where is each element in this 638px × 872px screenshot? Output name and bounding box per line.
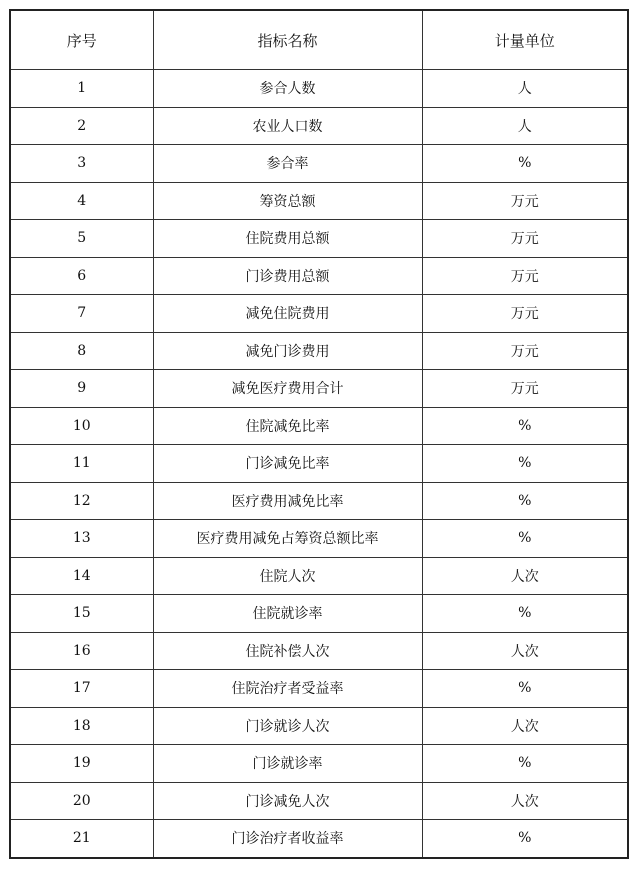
cell-serial-number: 12 <box>10 482 153 520</box>
table-row <box>10 182 628 220</box>
cell-indicator-name: 住院人次 <box>153 557 422 595</box>
cell-indicator-name: 农业人口数 <box>153 107 422 145</box>
cell-unit: 万元 <box>422 220 628 258</box>
cell-unit: 万元 <box>422 257 628 295</box>
cell-indicator-name: 门诊费用总额 <box>153 257 422 295</box>
cell-unit: 万元 <box>422 370 628 408</box>
header-indicator-name: 指标名称 <box>153 10 422 70</box>
cell-serial-number: 15 <box>10 595 153 633</box>
indicator-table-container <box>9 9 629 859</box>
cell-unit: % <box>422 445 628 483</box>
cell-indicator-name: 住院治疗者受益率 <box>153 670 422 708</box>
table-row <box>10 445 628 483</box>
cell-indicator-name: 医疗费用减免占筹资总额比率 <box>153 520 422 558</box>
table-row <box>10 107 628 145</box>
cell-serial-number: 14 <box>10 557 153 595</box>
table-row <box>10 295 628 333</box>
table-row <box>10 332 628 370</box>
cell-serial-number: 13 <box>10 520 153 558</box>
cell-unit: 万元 <box>422 295 628 333</box>
table-row <box>10 407 628 445</box>
cell-unit: 人次 <box>422 782 628 820</box>
table-row <box>10 70 628 108</box>
cell-unit: % <box>422 145 628 183</box>
cell-indicator-name: 住院减免比率 <box>153 407 422 445</box>
cell-serial-number: 21 <box>10 820 153 858</box>
cell-unit: 人 <box>422 70 628 108</box>
cell-serial-number: 11 <box>10 445 153 483</box>
cell-indicator-name: 门诊就诊率 <box>153 745 422 783</box>
table-row <box>10 632 628 670</box>
cell-serial-number: 16 <box>10 632 153 670</box>
table-row <box>10 557 628 595</box>
cell-unit: % <box>422 595 628 633</box>
cell-indicator-name: 减免医疗费用合计 <box>153 370 422 408</box>
cell-unit: % <box>422 407 628 445</box>
indicator-table <box>9 9 629 859</box>
cell-unit: 人次 <box>422 632 628 670</box>
table-row <box>10 670 628 708</box>
cell-serial-number: 20 <box>10 782 153 820</box>
header-serial-number: 序号 <box>10 10 153 70</box>
table-row <box>10 370 628 408</box>
cell-serial-number: 5 <box>10 220 153 258</box>
table-row <box>10 782 628 820</box>
cell-unit: % <box>422 820 628 858</box>
cell-serial-number: 18 <box>10 707 153 745</box>
table-row <box>10 595 628 633</box>
cell-indicator-name: 门诊减免比率 <box>153 445 422 483</box>
cell-indicator-name: 住院费用总额 <box>153 220 422 258</box>
cell-indicator-name: 门诊就诊人次 <box>153 707 422 745</box>
cell-indicator-name: 医疗费用减免比率 <box>153 482 422 520</box>
cell-indicator-name: 参合人数 <box>153 70 422 108</box>
cell-indicator-name: 筹资总额 <box>153 182 422 220</box>
cell-unit: 人 <box>422 107 628 145</box>
cell-unit: % <box>422 482 628 520</box>
cell-unit: % <box>422 520 628 558</box>
cell-serial-number: 8 <box>10 332 153 370</box>
cell-unit: 万元 <box>422 332 628 370</box>
table-row <box>10 145 628 183</box>
cell-serial-number: 3 <box>10 145 153 183</box>
cell-unit: 人次 <box>422 707 628 745</box>
cell-serial-number: 10 <box>10 407 153 445</box>
cell-indicator-name: 门诊治疗者收益率 <box>153 820 422 858</box>
cell-serial-number: 17 <box>10 670 153 708</box>
table-row <box>10 257 628 295</box>
cell-unit: % <box>422 670 628 708</box>
cell-serial-number: 19 <box>10 745 153 783</box>
cell-indicator-name: 住院补偿人次 <box>153 632 422 670</box>
cell-indicator-name: 参合率 <box>153 145 422 183</box>
cell-unit: 人次 <box>422 557 628 595</box>
cell-indicator-name: 门诊减免人次 <box>153 782 422 820</box>
cell-serial-number: 4 <box>10 182 153 220</box>
cell-serial-number: 2 <box>10 107 153 145</box>
table-row <box>10 220 628 258</box>
cell-serial-number: 7 <box>10 295 153 333</box>
table-row <box>10 745 628 783</box>
cell-unit: % <box>422 745 628 783</box>
cell-serial-number: 9 <box>10 370 153 408</box>
cell-indicator-name: 住院就诊率 <box>153 595 422 633</box>
table-row <box>10 820 628 858</box>
cell-serial-number: 6 <box>10 257 153 295</box>
cell-indicator-name: 减免门诊费用 <box>153 332 422 370</box>
table-row <box>10 520 628 558</box>
cell-unit: 万元 <box>422 182 628 220</box>
header-unit: 计量单位 <box>422 10 628 70</box>
cell-indicator-name: 减免住院费用 <box>153 295 422 333</box>
cell-serial-number: 1 <box>10 70 153 108</box>
table-row <box>10 707 628 745</box>
table-row <box>10 482 628 520</box>
table-header-row <box>10 10 628 70</box>
